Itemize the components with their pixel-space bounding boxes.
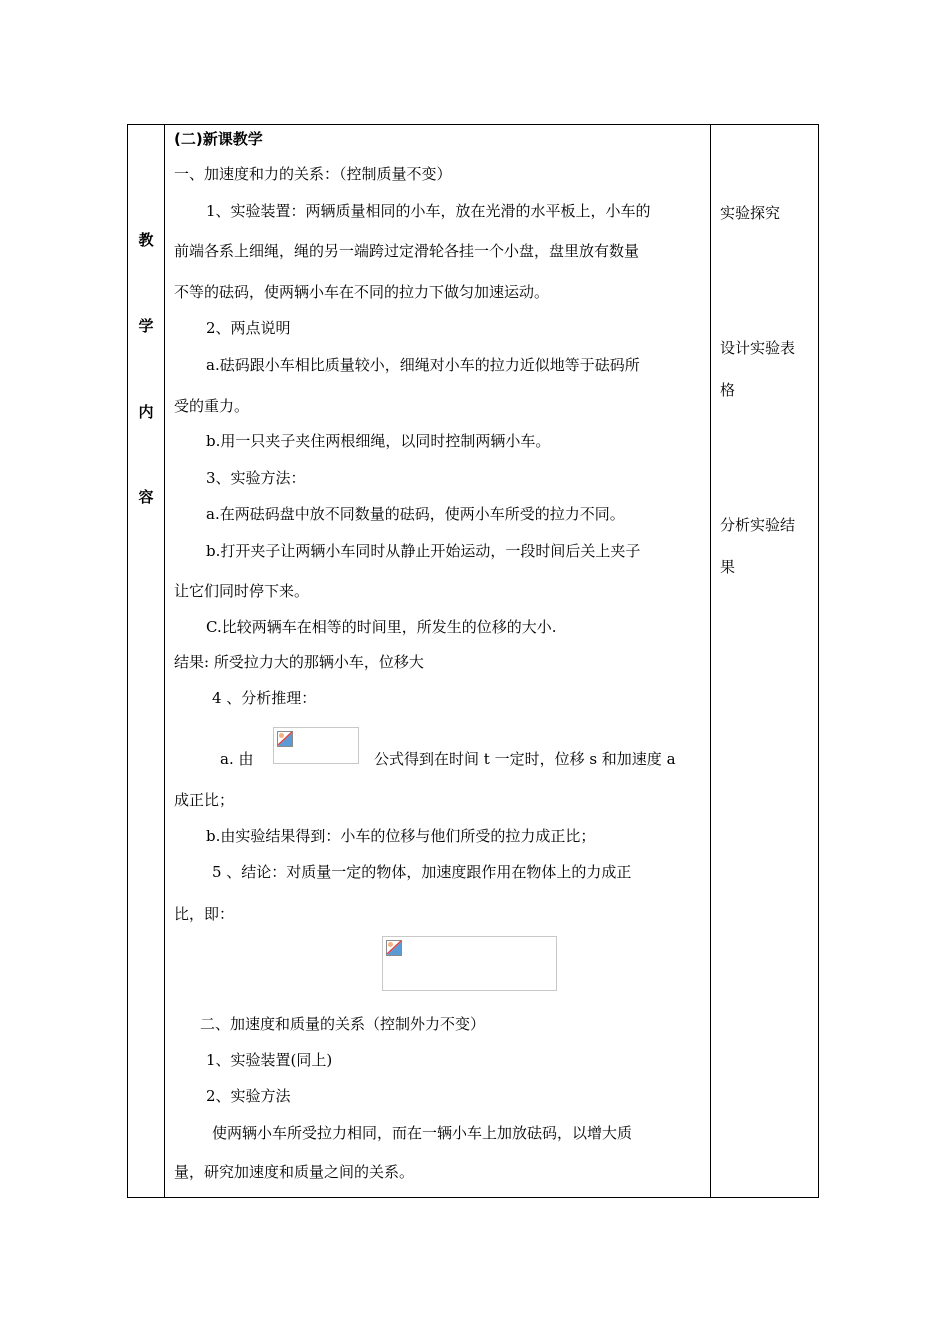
text-line: C.比较两辆车在相等的时间里，所发生的位移的大小. xyxy=(206,618,557,636)
broken-image-icon xyxy=(386,940,402,956)
note-label: 分析实验结 xyxy=(720,516,796,534)
column-divider xyxy=(164,125,165,1197)
formula-image xyxy=(382,936,557,991)
lesson-table xyxy=(127,124,819,1198)
text-line: b.由实验结果得到：小车的位移与他们所受的拉力成正比； xyxy=(206,827,596,845)
text-line: 成正比； xyxy=(174,791,235,809)
text-line: b.用一只夹子夹住两根细绳，以同时控制两辆小车。 xyxy=(206,432,551,450)
note-label: 设计实验表 xyxy=(720,339,796,357)
column-divider xyxy=(710,125,711,1197)
note-label: 实验探究 xyxy=(720,204,781,222)
text-line: 让它们同时停下来。 xyxy=(174,582,310,600)
text-line: 2、两点说明 xyxy=(206,319,291,337)
text-line: 比，即： xyxy=(174,905,235,923)
text-line: 2、实验方法 xyxy=(206,1087,291,1105)
text-line: a.砝码跟小车相比质量较小，细绳对小车的拉力近似地等于砝码所 xyxy=(206,356,640,374)
text-line: 4 、分析推理： xyxy=(212,689,317,707)
text-line: 1、实验装置：两辆质量相同的小车，放在光滑的水平板上，小车的 xyxy=(206,202,651,220)
text-line: 前端各系上细绳，绳的另一端跨过定滑轮各挂一个小盘，盘里放有数量 xyxy=(174,242,640,260)
text-line: a. 由 xyxy=(220,750,254,768)
note-label: 果 xyxy=(720,558,736,576)
section-heading: (二)新课教学 xyxy=(174,130,263,148)
text-line: 受的重力。 xyxy=(174,397,250,415)
text-line: 1、实验装置(同上) xyxy=(206,1051,333,1069)
subsection-heading: 二、加速度和质量的关系（控制外力不变） xyxy=(200,1015,486,1033)
text-line: 5 、结论：对质量一定的物体，加速度跟作用在物体上的力成正 xyxy=(212,863,632,881)
subsection-heading: 一、加速度和力的关系：（控制质量不变） xyxy=(174,165,452,183)
note-label: 格 xyxy=(720,381,736,399)
text-line: 结果: 所受拉力大的那辆小车，位移大 xyxy=(174,653,424,671)
section-label-char: 内 xyxy=(138,403,154,421)
formula-image xyxy=(273,727,359,764)
section-label-char: 容 xyxy=(138,488,154,506)
text-line: 公式得到在时间 t 一定时，位移 s 和加速度 a xyxy=(374,750,676,768)
text-line: 不等的砝码，使两辆小车在不同的拉力下做匀加速运动。 xyxy=(174,283,550,301)
text-line: 3、实验方法： xyxy=(206,469,306,487)
text-line: b.打开夹子让两辆小车同时从静止开始运动，一段时间后关上夹子 xyxy=(206,542,641,560)
text-line: a.在两砝码盘中放不同数量的砝码，使两小车所受的拉力不同。 xyxy=(206,505,625,523)
text-line: 使两辆小车所受拉力相同，而在一辆小车上加放砝码，以增大质 xyxy=(212,1124,633,1142)
broken-image-icon xyxy=(277,731,293,747)
text-line: 量，研究加速度和质量之间的关系。 xyxy=(174,1163,415,1181)
section-label-char: 学 xyxy=(138,317,154,335)
section-label-char: 教 xyxy=(138,231,154,249)
